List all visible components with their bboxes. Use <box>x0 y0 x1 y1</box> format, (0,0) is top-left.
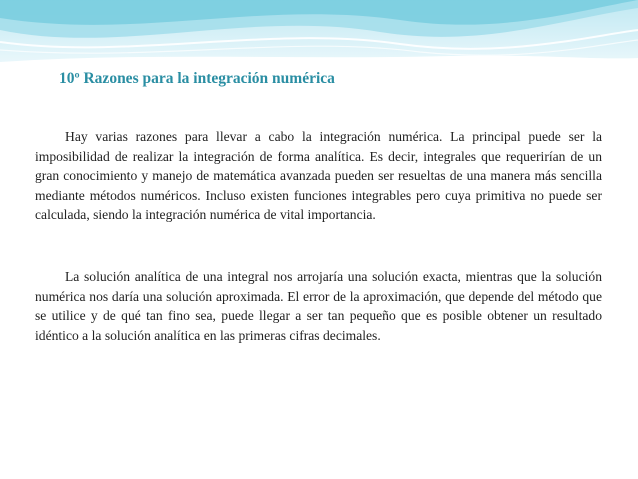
paragraph-2: La solución analítica de una integral nos arrojaría una solución exacta, mientras que la solución numérica nos daría una solución aproximada. El error de la aproximación, que depende del método que se utilice y de qué tan fino sea, puede llegar a ser tan pequeño que es posible obtener un resultado idéntico a la solución analítica en las primeras cifras decimales. <box>35 269 602 343</box>
decorative-wave-header <box>0 0 638 62</box>
slide-title: 10º Razones para la integración numérica <box>59 70 335 87</box>
wave-graphic <box>0 0 638 62</box>
paragraph-1: Hay varias razones para llevar a cabo la integración numérica. La principal puede ser la imposibilidad de realizar la integración de forma analítica. Es decir, integrales que requerirían de un gran conocimiento y manejo de matemática avanzada pueden ser resueltas de una manera más sencilla mediante métodos numéricos. Incluso existen funciones integrables pero cuya primitiva no puede ser calculada, siendo la integración numérica de vital importancia. <box>35 129 602 223</box>
